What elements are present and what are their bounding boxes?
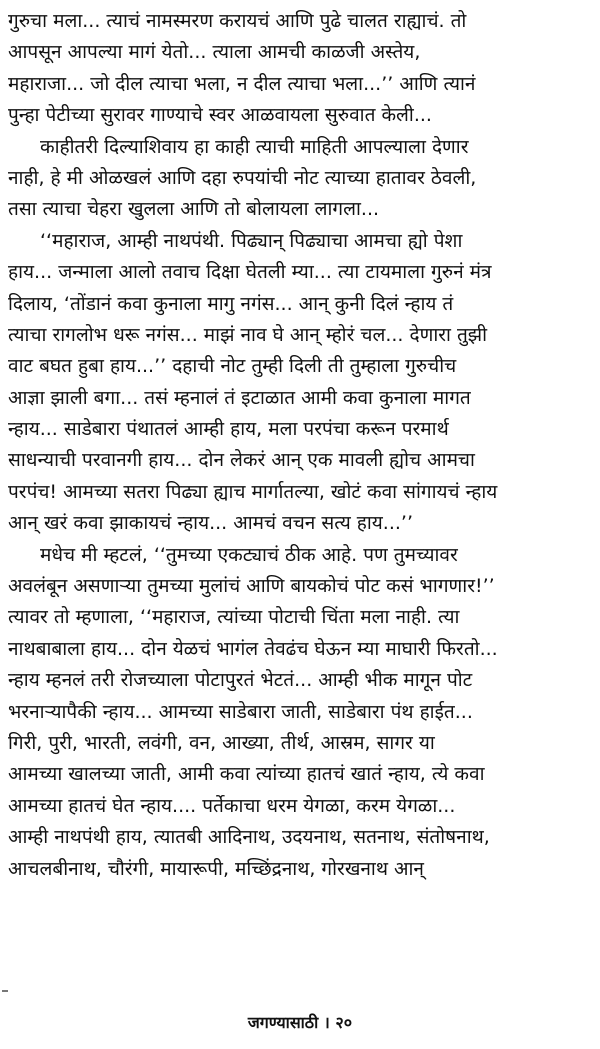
text-line: न्हाय... साडेबारा पंथातलं आम्ही हाय, मला परपंचा करून परमार्थ	[8, 418, 449, 441]
text-line: आन् खरं कवा झाकायचं न्हाय... आमचं वचन सत्य हाय...’’	[8, 512, 414, 535]
text-line: त्यावर तो म्हणाला, ‘‘महाराज, त्यांच्या पोटाची चिंता मला नाही. त्या	[8, 606, 460, 629]
text-line: न्हाय म्हनलं तरी रोजच्याला पोटापुरतं भेटतं... आम्ही भीक मागून पोट	[8, 669, 473, 692]
text-line: तसा त्याचा चेहरा खुलला आणि तो बोलायला लागला...	[8, 198, 380, 221]
text-line: नाथबाबाला हाय... दोन येळचं भागंल तेवढंच घेऊन म्या माघारी फिरतो...	[8, 637, 498, 660]
text-line: भरनाऱ्यापैकी न्हाय... आमच्या साडेबारा जाती, साडेबारा पंथ हाईत...	[8, 700, 473, 723]
text-line: आमच्या खालच्या जाती, आमी कवा त्यांच्या हातचं खातं न्हाय, त्ये कवा	[8, 763, 485, 786]
body-text	[8, 6, 588, 885]
text-line: साधन्याची परवानगी हाय... दोन लेकरं आन् एक मावली ह्योच आमचा	[8, 449, 475, 472]
text-line: त्याचा रागलोभ धरू नगंस... माझं नाव घे आन् म्होरं चल... देणारा तुझी	[8, 323, 488, 346]
text-line: मधेच मी म्हटलं, ‘‘तुमच्या एकट्याचं ठीक आहे. पण तुमच्यावर	[40, 543, 458, 566]
text-line: अवलंबून असणाऱ्या तुमच्या मुलांचं आणि बायकोचं पोट कसं भागणार!’’	[8, 575, 495, 598]
text-line: ‘‘महाराज, आम्ही नाथपंथी. पिढ्यान् पिढ्याचा आमचा ह्यो पेशा	[40, 229, 463, 252]
text-line: नाही, हे मी ओळखलं आणि दहा रुपयांची नोट त्याच्या हातावर ठेवली,	[8, 166, 477, 189]
text-line: महाराजा... जो दील त्याचा भला, न दील त्याचा भला...’’ आणि त्यानं	[8, 72, 476, 95]
text-line: परपंच! आमच्या सतरा पिढ्या ह्याच मार्गातल्या, खोटं कवा सांगायचं न्हाय	[8, 480, 498, 503]
page-edge-mark	[2, 990, 8, 992]
text-line: पुन्हा पेटीच्या सुरावर गाण्याचे स्वर आळवायला सुरुवात केली...	[8, 104, 432, 127]
text-line: वाट बघत हुबा हाय...’’ दहाची नोट तुम्ही दिली ती तुम्हाला गुरुचीच	[8, 355, 457, 378]
text-line: दिलाय, ‘तोंडानं कवा कुनाला मागु नगंस... आन् कुनी दिलं न्हाय तं	[8, 292, 454, 315]
text-line: आमच्या हातचं घेत न्हाय.... पर्तेकाचा धरम येगळा, करम येगळा...	[8, 794, 456, 817]
text-line: गिरी, पुरी, भारती, लवंगी, वन, आख्या, तीर्थ, आस्रम, सागर या	[8, 731, 435, 754]
page-footer: जगण्यासाठी । २०	[247, 1013, 353, 1032]
text-line: हाय... जन्माला आलो तवाच दिक्षा घेतली म्या... त्या टायमाला गुरुनं मंत्र	[8, 261, 492, 284]
text-line: गुरुचा मला... त्याचं नामस्मरण करायचं आणि पुढे चालत राह्याचं. तो	[8, 10, 467, 32]
text-line: आपसून आपल्या मागं येतो... त्याला आमची काळजी अस्तेय,	[8, 41, 421, 64]
text-line: आज्ञा झाली बगा... तसं म्हनालं तं इटाळात आमी कवा कुनाला मागत	[8, 386, 471, 409]
text-line: काहीतरी दिल्याशिवाय हा काही त्याची माहिती आपल्याला देणार	[40, 135, 469, 158]
text-line: आम्ही नाथपंथी हाय, त्यातबी आदिनाथ, उदयनाथ, सतनाथ, संतोषनाथ,	[8, 826, 490, 849]
text-line: आचलबीनाथ, चौरंगी, मायारूपी, मच्छिंद्रनाथ, गोरखनाथ आन्	[8, 857, 424, 880]
